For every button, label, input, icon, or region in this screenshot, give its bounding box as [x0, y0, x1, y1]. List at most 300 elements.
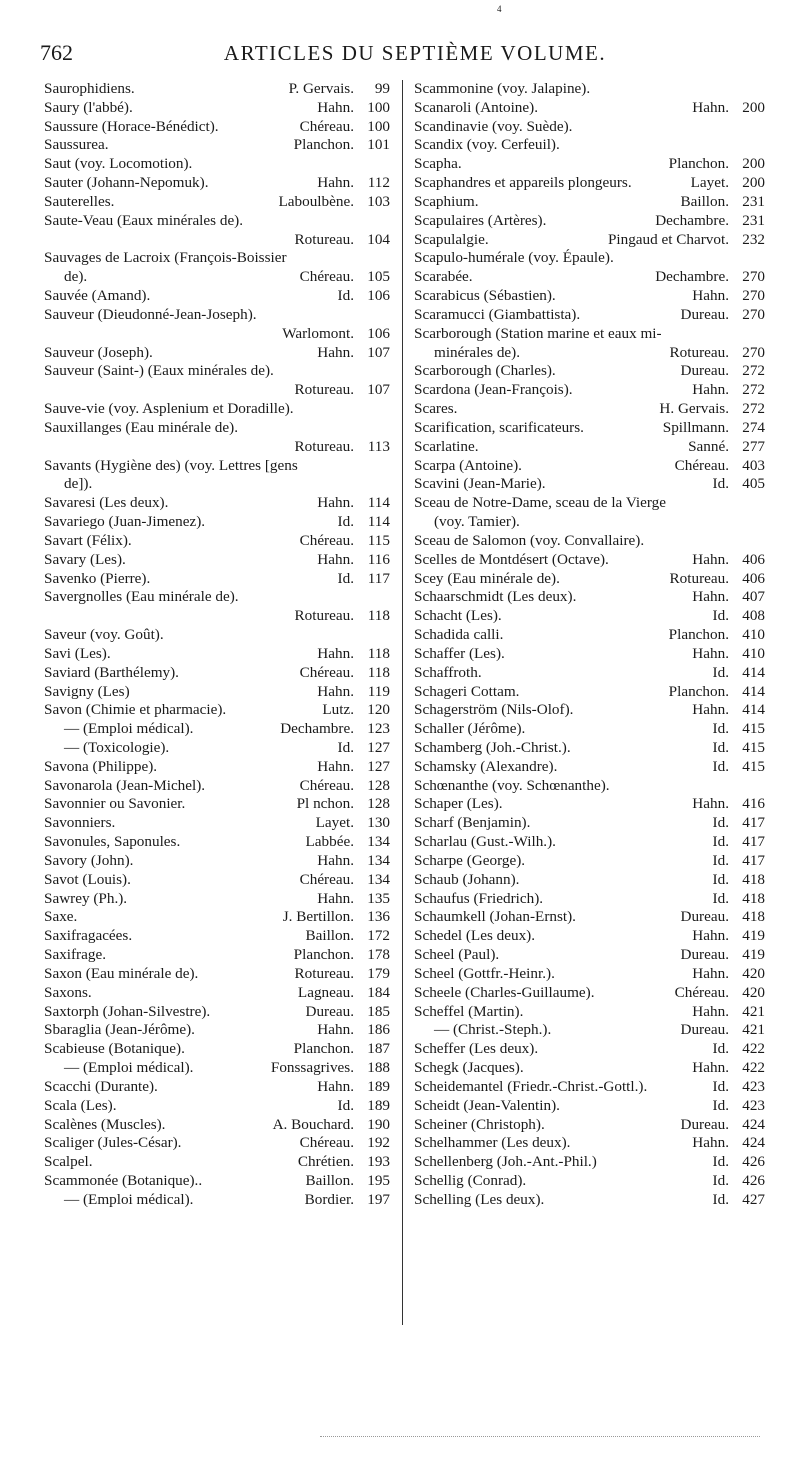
entry-title: Saxifragacées. [44, 927, 133, 945]
entry-title: Sauterelles. [44, 192, 115, 210]
entry-title: Saxe. [44, 908, 78, 926]
entry-page: 277 [742, 437, 765, 455]
entry-author: Chéreau. [299, 117, 354, 135]
entry-title: Scheffel (Martin). [414, 1002, 524, 1020]
entry-author: Dechambre. [655, 211, 729, 229]
entry-page: 107 [367, 343, 390, 361]
entry-author: Id. [712, 663, 729, 681]
entry-author: Hahn. [317, 851, 354, 869]
index-entry [414, 777, 765, 796]
entry-title: Scala (Les). [44, 1096, 117, 1114]
entry-title: Scammonine (voy. Jalapine). [414, 80, 591, 97]
entry-title: Savaresi (Les deux). [44, 494, 169, 512]
entry-page: 417 [742, 833, 765, 851]
entry-page: 419 [742, 927, 765, 945]
entry-page: 134 [367, 851, 390, 869]
index-entry [414, 965, 765, 984]
entry-title: Scavini (Jean-Marie). [414, 475, 546, 493]
entry-page: 418 [742, 908, 765, 926]
entry-page: 130 [367, 814, 390, 832]
entry-title: Schegk (Jacques). [414, 1059, 524, 1077]
entry-title: Scammonée (Botanique).. [44, 1172, 203, 1190]
entry-author: Dureau. [680, 908, 729, 926]
index-entry [414, 1078, 765, 1097]
index-entry [44, 212, 390, 231]
index-entry [44, 795, 390, 814]
entry-page: 423 [742, 1077, 765, 1095]
entry-author: Planchon. [668, 626, 729, 644]
entry-title: Schamsky (Alexandre). [414, 757, 558, 775]
entry-title: Schaller (Jérôme). [414, 720, 526, 738]
entry-title: Scey (Eau minérale de). [414, 569, 560, 587]
entry-title: Savi (Les). [44, 644, 111, 662]
entry-page: 414 [742, 663, 765, 681]
entry-title: Scheel (Paul). [414, 946, 500, 964]
entry-page: 417 [742, 851, 765, 869]
index-entry [414, 381, 765, 400]
entry-page: 426 [742, 1172, 765, 1190]
index-entry [44, 419, 390, 438]
index-entry [44, 400, 390, 419]
index-entry [44, 890, 390, 909]
entry-page: 414 [742, 682, 765, 700]
index-entry [414, 1040, 765, 1059]
page-header [40, 40, 760, 68]
left-column [44, 80, 390, 1210]
page-mark: 4 [497, 4, 502, 14]
entry-title: Schaumkell (Johan-Ernst). [414, 908, 576, 926]
index-entry [44, 268, 390, 287]
entry-title: Saxon (Eau minérale de). [44, 964, 199, 982]
index-entry [414, 494, 765, 513]
entry-page: 415 [742, 757, 765, 775]
entry-author: Rotureau. [669, 343, 729, 361]
entry-title: Sauveur (Joseph). [44, 343, 153, 361]
entry-author: Labbée. [305, 833, 354, 851]
entry-author: Dureau. [305, 1002, 354, 1020]
entry-page: 127 [367, 757, 390, 775]
entry-author: Chrétien. [297, 1153, 354, 1171]
entry-page: 117 [367, 569, 390, 587]
entry-title: Sbaraglia (Jean-Jérôme). [44, 1021, 195, 1039]
index-entry [414, 551, 765, 570]
entry-title: Savants (Hygiène des) (voy. Lettres [gens [44, 456, 298, 474]
entry-author: Id. [712, 814, 729, 832]
entry-page: 274 [742, 418, 765, 436]
entry-page: 188 [367, 1059, 390, 1077]
index-entry [44, 381, 390, 400]
entry-author: P. Gervais. [288, 80, 354, 97]
entry-title: Scharf (Benjamin). [414, 814, 531, 832]
entry-title: Saurophidiens. [44, 80, 135, 97]
entry-title: Schaub (Johann). [414, 870, 520, 888]
index-entry [44, 118, 390, 137]
entry-title: Scarborough (Station marine et eaux mi- [414, 324, 662, 342]
entry-author: Id. [337, 738, 354, 756]
entry-page: 231 [742, 192, 765, 210]
index-entry [414, 1116, 765, 1135]
entry-author: Chéreau. [299, 663, 354, 681]
entry-author: Id. [337, 513, 354, 531]
entry-page: 134 [367, 833, 390, 851]
entry-author: Layet. [315, 814, 354, 832]
entry-title: Schadida calli. [414, 626, 504, 644]
index-entry [44, 683, 390, 702]
entry-title: Savonarola (Jean-Michel). [44, 776, 206, 794]
index-entry [44, 927, 390, 946]
index-entry [44, 1097, 390, 1116]
index-entry [44, 965, 390, 984]
entry-page: 106 [367, 324, 390, 342]
entry-page: 118 [367, 607, 390, 625]
index-entry [414, 1172, 765, 1191]
entry-title: Schageri Cottam. [414, 682, 520, 700]
entry-page: 136 [367, 908, 390, 926]
entry-author: A. Bouchard. [272, 1115, 354, 1133]
index-entry [414, 306, 765, 325]
entry-author: Rotureau. [294, 607, 354, 625]
index-entry [414, 739, 765, 758]
entry-author: Id. [712, 607, 729, 625]
entry-author: Hahn. [692, 644, 729, 662]
index-entry [414, 80, 765, 99]
index-entry [44, 80, 390, 99]
entry-page: 119 [367, 682, 390, 700]
entry-author: Id. [712, 1153, 729, 1171]
index-entry [414, 419, 765, 438]
entry-page: 127 [367, 738, 390, 756]
index-entry [44, 494, 390, 513]
entry-title: Schacht (Les). [414, 607, 502, 625]
entry-page: 270 [742, 268, 765, 286]
entry-page: 193 [367, 1153, 390, 1171]
entry-page: 189 [367, 1077, 390, 1095]
entry-page: 231 [742, 211, 765, 229]
entry-title: Scheiner (Christoph). [414, 1115, 545, 1133]
entry-title: minérales de). [434, 343, 521, 361]
entry-title: Savonnier ou Savonier. [44, 795, 186, 813]
entry-author: Hahn. [317, 1021, 354, 1039]
entry-author: Id. [712, 1096, 729, 1114]
entry-page: 112 [367, 174, 390, 192]
index-entry [44, 852, 390, 871]
entry-title: Schamberg (Joh.-Christ.). [414, 738, 571, 756]
entry-author: Lagneau. [297, 983, 354, 1001]
index-entry [44, 174, 390, 193]
entry-author: H. Gervais. [659, 400, 729, 418]
entry-author: Id. [712, 833, 729, 851]
entry-page: 172 [367, 927, 390, 945]
entry-page: 424 [742, 1134, 765, 1152]
entry-author: Hahn. [692, 550, 729, 568]
index-entry [414, 475, 765, 494]
entry-page: 403 [742, 456, 765, 474]
entry-title: Saveur (voy. Goût). [44, 626, 164, 644]
entry-author: Hahn. [317, 174, 354, 192]
entry-author: Rotureau. [294, 964, 354, 982]
entry-title: Scapulalgie. [414, 230, 489, 248]
entry-title: Schellig (Conrad). [414, 1172, 527, 1190]
entry-author: Dureau. [680, 946, 729, 964]
index-entry [414, 645, 765, 664]
entry-author: Chéreau. [674, 983, 729, 1001]
index-entry [414, 946, 765, 965]
index-entry [414, 701, 765, 720]
entry-page: 114 [367, 494, 390, 512]
entry-title: Scandinavie (voy. Suède). [414, 117, 573, 135]
entry-author: Fonssagrives. [270, 1059, 354, 1077]
entry-author: Laboulbène. [278, 192, 354, 210]
entry-author: Bordier. [304, 1190, 354, 1208]
index-entry [414, 570, 765, 589]
entry-title: — (Emploi médical). [64, 1190, 194, 1208]
entry-title: Scardona (Jean-François). [414, 381, 573, 399]
index-entry [44, 607, 390, 626]
index-entry [44, 344, 390, 363]
entry-page: 410 [742, 626, 765, 644]
entry-author: Hahn. [317, 682, 354, 700]
entry-page: 100 [367, 98, 390, 116]
index-entry [44, 1191, 390, 1210]
entry-author: Id. [712, 1190, 729, 1208]
entry-page: 272 [742, 400, 765, 418]
entry-title: de]). [64, 475, 93, 493]
entry-page: 422 [742, 1059, 765, 1077]
entry-author: Lutz. [322, 701, 354, 719]
entry-page: 186 [367, 1021, 390, 1039]
entry-page: 419 [742, 946, 765, 964]
entry-title: Scares. [414, 400, 458, 418]
entry-title: Savart (Félix). [44, 531, 132, 549]
entry-page: 418 [742, 870, 765, 888]
entry-page: 195 [367, 1172, 390, 1190]
entry-title: Schedel (Les deux). [414, 927, 536, 945]
entry-page: 114 [367, 513, 390, 531]
entry-title: Scapulaires (Artères). [414, 211, 547, 229]
index-entry [414, 758, 765, 777]
entry-author: Rotureau. [669, 569, 729, 587]
entry-author: Baillon. [305, 927, 354, 945]
entry-title: Scarpa (Antoine). [414, 456, 522, 474]
entry-author: Hahn. [317, 343, 354, 361]
entry-title: Schaufus (Friedrich). [414, 889, 544, 907]
index-entry [414, 1153, 765, 1172]
entry-page: 100 [367, 117, 390, 135]
entry-author: Id. [712, 889, 729, 907]
index-entry [44, 136, 390, 155]
entry-title: Savonules, Saponules. [44, 833, 181, 851]
index-entry [414, 626, 765, 645]
index-entry [44, 626, 390, 645]
entry-author: Baillon. [680, 192, 729, 210]
entry-page: 410 [742, 644, 765, 662]
entry-title: Sauveur (Dieudonné-Jean-Joseph). [44, 305, 257, 323]
entry-author: Chéreau. [299, 268, 354, 286]
entry-title: Scalpel. [44, 1153, 93, 1171]
entry-page: 421 [742, 1021, 765, 1039]
index-entry [414, 1021, 765, 1040]
entry-page: 135 [367, 889, 390, 907]
entry-author: Chéreau. [299, 1134, 354, 1152]
entry-author: Id. [712, 1077, 729, 1095]
entry-title: Scabieuse (Botanique). [44, 1040, 185, 1058]
entry-title: Scarabée. [414, 268, 473, 286]
entry-author: Hahn. [692, 588, 729, 606]
entry-title: Savary (Les). [44, 550, 126, 568]
entry-title: Scalènes (Muscles). [44, 1115, 166, 1133]
entry-title: Schœnanthe (voy. Schœnanthe). [414, 776, 610, 794]
entry-author: Dureau. [680, 362, 729, 380]
index-entry [44, 1116, 390, 1135]
entry-page: 421 [742, 1002, 765, 1020]
entry-title: Saussure (Horace-Bénédict). [44, 117, 219, 135]
entry-page: 179 [367, 964, 390, 982]
entry-page: 189 [367, 1096, 390, 1114]
index-entry [414, 513, 765, 532]
entry-author: Hahn. [317, 550, 354, 568]
index-entry [44, 1040, 390, 1059]
index-entry [44, 287, 390, 306]
entry-page: 420 [742, 983, 765, 1001]
entry-title: — (Emploi médical). [64, 1059, 194, 1077]
index-entry [414, 268, 765, 287]
index-entry [414, 871, 765, 890]
entry-title: Savariego (Juan-Jimenez). [44, 513, 206, 531]
entry-title: Schelhammer (Les deux). [414, 1134, 571, 1152]
entry-title: Scaphandres et appareils plongeurs. [414, 174, 632, 192]
entry-page: 200 [742, 155, 765, 173]
entry-title: Savonniers. [44, 814, 116, 832]
entry-page: 415 [742, 738, 765, 756]
entry-title: Savigny (Les) [44, 682, 130, 700]
entry-page: 184 [367, 983, 390, 1001]
entry-title: Sawrey (Ph.). [44, 889, 128, 907]
index-entry [414, 457, 765, 476]
entry-title: Schaarschmidt (Les deux). [414, 588, 577, 606]
entry-title: Saury (l'abbé). [44, 98, 133, 116]
entry-page: 422 [742, 1040, 765, 1058]
entry-author: Hahn. [317, 98, 354, 116]
index-entry [44, 1021, 390, 1040]
index-entry [414, 249, 765, 268]
entry-author: Id. [712, 1172, 729, 1190]
entry-author: Rotureau. [294, 230, 354, 248]
entry-title: Saute-Veau (Eaux minérales de). [44, 211, 244, 229]
index-entry [414, 1134, 765, 1153]
index-entry [414, 344, 765, 363]
entry-page: 123 [367, 720, 390, 738]
entry-page: 103 [367, 192, 390, 210]
entry-page: 128 [367, 795, 390, 813]
index-entry [44, 551, 390, 570]
entry-author: Hahn. [692, 701, 729, 719]
entry-author: Hahn. [692, 1134, 729, 1152]
entry-title: Scaliger (Jules-César). [44, 1134, 182, 1152]
index-entry [414, 193, 765, 212]
entry-author: Pl nchon. [296, 795, 354, 813]
entry-author: Rotureau. [294, 437, 354, 455]
index-entry [44, 570, 390, 589]
entry-page: 418 [742, 889, 765, 907]
index-entry [414, 155, 765, 174]
entry-title: Scarlatine. [414, 437, 479, 455]
index-entry [44, 457, 390, 476]
entry-title: Scaramucci (Giambattista). [414, 305, 581, 323]
entry-page: 427 [742, 1190, 765, 1208]
entry-title: Schaper (Les). [414, 795, 503, 813]
index-entry [414, 532, 765, 551]
index-entry [414, 833, 765, 852]
entry-author: Planchon. [293, 136, 354, 154]
entry-title: — (Emploi médical). [64, 720, 194, 738]
entry-page: 105 [367, 268, 390, 286]
entry-page: 115 [367, 531, 390, 549]
index-entry [44, 739, 390, 758]
entry-page: 118 [367, 644, 390, 662]
entry-page: 232 [742, 230, 765, 248]
entry-title: Sauvée (Amand). [44, 287, 151, 305]
index-entry [414, 136, 765, 155]
entry-author: Chéreau. [299, 531, 354, 549]
right-column [414, 80, 765, 1210]
entry-page: 407 [742, 588, 765, 606]
entry-page: 187 [367, 1040, 390, 1058]
index-entry [414, 984, 765, 1003]
entry-page: 104 [367, 230, 390, 248]
entry-page: 192 [367, 1134, 390, 1152]
entry-title: Schellenberg (Joh.-Ant.-Phil.) [414, 1153, 597, 1171]
index-entry [414, 607, 765, 626]
index-entry [44, 833, 390, 852]
index-entry [414, 664, 765, 683]
running-title: ARTICLES DU SEPTIÈME VOLUME. [223, 41, 607, 65]
entry-author: Chéreau. [299, 870, 354, 888]
index-entry [44, 758, 390, 777]
entry-title: Savergnolles (Eau minérale de). [44, 588, 239, 606]
index-entry [44, 701, 390, 720]
entry-page: 414 [742, 701, 765, 719]
index-entry [44, 946, 390, 965]
entry-title: Scharpe (George). [414, 851, 526, 869]
entry-page: 420 [742, 964, 765, 982]
entry-page: 197 [367, 1190, 390, 1208]
entry-page: 101 [367, 136, 390, 154]
entry-author: J. Bertillon. [282, 908, 354, 926]
entry-page: 426 [742, 1153, 765, 1171]
entry-page: 190 [367, 1115, 390, 1133]
index-entry [44, 1059, 390, 1078]
entry-page: 200 [742, 98, 765, 116]
entry-author: Id. [712, 851, 729, 869]
page-number: 762 [40, 40, 73, 65]
index-entry [414, 683, 765, 702]
entry-page: 406 [742, 569, 765, 587]
entry-title: Saut (voy. Locomotion). [44, 155, 193, 173]
index-entry [44, 513, 390, 532]
entry-page: 405 [742, 475, 765, 493]
entry-author: Hahn. [317, 889, 354, 907]
entry-title: Savot (Louis). [44, 870, 131, 888]
entry-title: Sceau de Salomon (voy. Convallaire). [414, 531, 645, 549]
entry-title: Scarabicus (Sébastien). [414, 287, 556, 305]
entry-title: Scheele (Charles-Guillaume). [414, 983, 595, 1001]
column-divider [402, 80, 403, 1325]
index-entry [44, 588, 390, 607]
entry-author: Hahn. [317, 644, 354, 662]
index-entry [44, 155, 390, 174]
index-entry [44, 249, 390, 268]
index-entry [414, 1097, 765, 1116]
